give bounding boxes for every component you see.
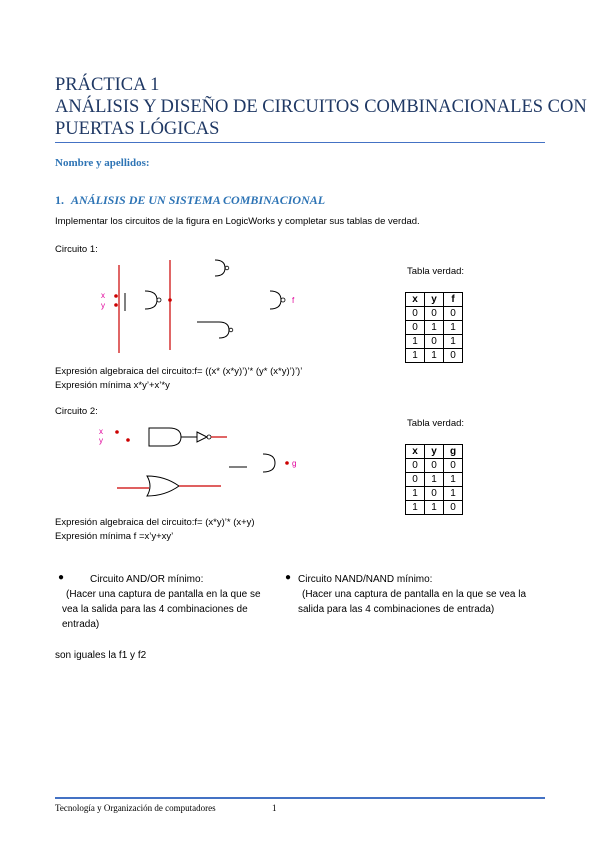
circuit2-minimal: Expresión mínima f =x’y+xy’ (55, 531, 174, 542)
table-row (406, 487, 463, 501)
nand-gate (145, 291, 157, 309)
table-cell: 0 (406, 473, 425, 487)
input-y-label: y (99, 436, 103, 445)
input-x-label: x (99, 427, 103, 436)
circuit2-truth-table (405, 444, 463, 515)
and-gate (149, 428, 181, 446)
table-cell: 0 (406, 321, 425, 335)
output-f-label: f (292, 296, 295, 305)
gate-bubble (229, 328, 233, 332)
circuit1-expression: Expresión algebraica del circuito:f= ((x* (x*y)’)’* (y* (x*y)’)’)’ (55, 366, 303, 377)
table-cell: 0 (425, 487, 444, 501)
nand-gate (215, 260, 225, 276)
table-row (406, 501, 463, 515)
table-header: g (444, 445, 463, 459)
table-header: x (406, 293, 425, 307)
instruction-text: Implementar los circuitos de la figura en LogicWorks y completar sus tablas de verdad. (55, 216, 420, 227)
table-cell: 1 (444, 321, 463, 335)
bullet-and-or-body: (Hacer una captura de pantalla en la que se vea la salida para las 4 combinaciones de entrada) (62, 589, 261, 630)
table-header: y (425, 293, 444, 307)
table-row (406, 335, 463, 349)
table-row (406, 473, 463, 487)
footer-course: Tecnología y Organización de computadores (55, 803, 216, 813)
output-g-label: g (292, 459, 297, 468)
table-cell: 1 (406, 335, 425, 349)
circuit1-diagram (95, 255, 325, 360)
footer-rule (55, 797, 545, 799)
pin-output (285, 461, 289, 465)
gate-bubble (281, 298, 285, 302)
circuit2-expression: Expresión algebraica del circuito:f= (x*y)’* (x+y) (55, 517, 255, 528)
table-cell: 1 (425, 501, 444, 515)
table-cell: 0 (444, 501, 463, 515)
bullet-nand-body: (Hacer una captura de pantalla en la que se vea la salida para las 4 combinaciones de entrada) (298, 589, 527, 615)
nand-gate (219, 322, 229, 338)
pin-x (115, 430, 119, 434)
section-title: ANÁLISIS DE UN SISTEMA COMBINACIONAL (71, 193, 326, 207)
bullet-dot: ● (58, 572, 65, 583)
bullet-and-or-title: Circuito AND/OR mínimo: (90, 574, 204, 585)
junction (168, 298, 172, 302)
table-cell: 1 (444, 487, 463, 501)
table-cell: 1 (425, 349, 444, 363)
title-rule (55, 142, 545, 143)
bullet-dot: ● (285, 572, 292, 583)
input-x-label: x (101, 291, 105, 300)
table-row (406, 307, 463, 321)
name-label: Nombre y apellidos: (55, 157, 150, 169)
table-header: x (406, 445, 425, 459)
note-text: son iguales la f1 y f2 (55, 650, 147, 661)
or-gate (147, 476, 179, 496)
bullet-nand-title: Circuito NAND/NAND mínimo: (298, 574, 433, 585)
and-gate (263, 454, 275, 472)
table-cell: 0 (444, 459, 463, 473)
circuit1-minimal: Expresión mínima x*y’+x’*y (55, 380, 170, 391)
table-cell: 1 (444, 335, 463, 349)
table-cell: 1 (444, 473, 463, 487)
circuit2-diagram (95, 420, 310, 500)
table-cell: 0 (425, 459, 444, 473)
input-y-label: y (101, 301, 105, 310)
table-header: y (425, 445, 444, 459)
table-cell: 0 (425, 307, 444, 321)
circuit1-truth-table (405, 292, 463, 363)
table-row (406, 459, 463, 473)
pin-x (114, 294, 118, 298)
table-header: f (444, 293, 463, 307)
page-title-line1: PRÁCTICA 1 (55, 75, 160, 95)
table-cell: 1 (425, 473, 444, 487)
table-cell: 1 (406, 501, 425, 515)
gate-bubble (225, 266, 229, 270)
table-row (406, 349, 463, 363)
footer-page-number: 1 (272, 803, 277, 813)
pin-y (126, 438, 130, 442)
section-heading (55, 193, 325, 208)
circuit2-label: Circuito 2: (55, 406, 98, 417)
table-cell: 0 (444, 307, 463, 321)
table-cell: 0 (406, 307, 425, 321)
page-title-line3: PUERTAS LÓGICAS (55, 119, 220, 139)
section-number: 1. (55, 193, 64, 207)
table-cell: 0 (425, 335, 444, 349)
pin-y (114, 303, 118, 307)
not-gate (197, 432, 207, 442)
table-cell: 0 (444, 349, 463, 363)
circuit2-table-caption: Tabla verdad: (407, 418, 465, 429)
table-cell: 1 (425, 321, 444, 335)
page-title-line2: ANÁLISIS Y DISEÑO DE CIRCUITOS COMBINACIONALES CON (55, 97, 587, 117)
nand-gate (270, 291, 281, 309)
table-cell: 1 (406, 487, 425, 501)
circuit1-label: Circuito 1: (55, 244, 98, 255)
table-cell: 1 (406, 349, 425, 363)
circuit1-table-caption: Tabla verdad: (407, 266, 465, 277)
gate-bubble (157, 298, 161, 302)
table-row (406, 321, 463, 335)
table-cell: 0 (406, 459, 425, 473)
